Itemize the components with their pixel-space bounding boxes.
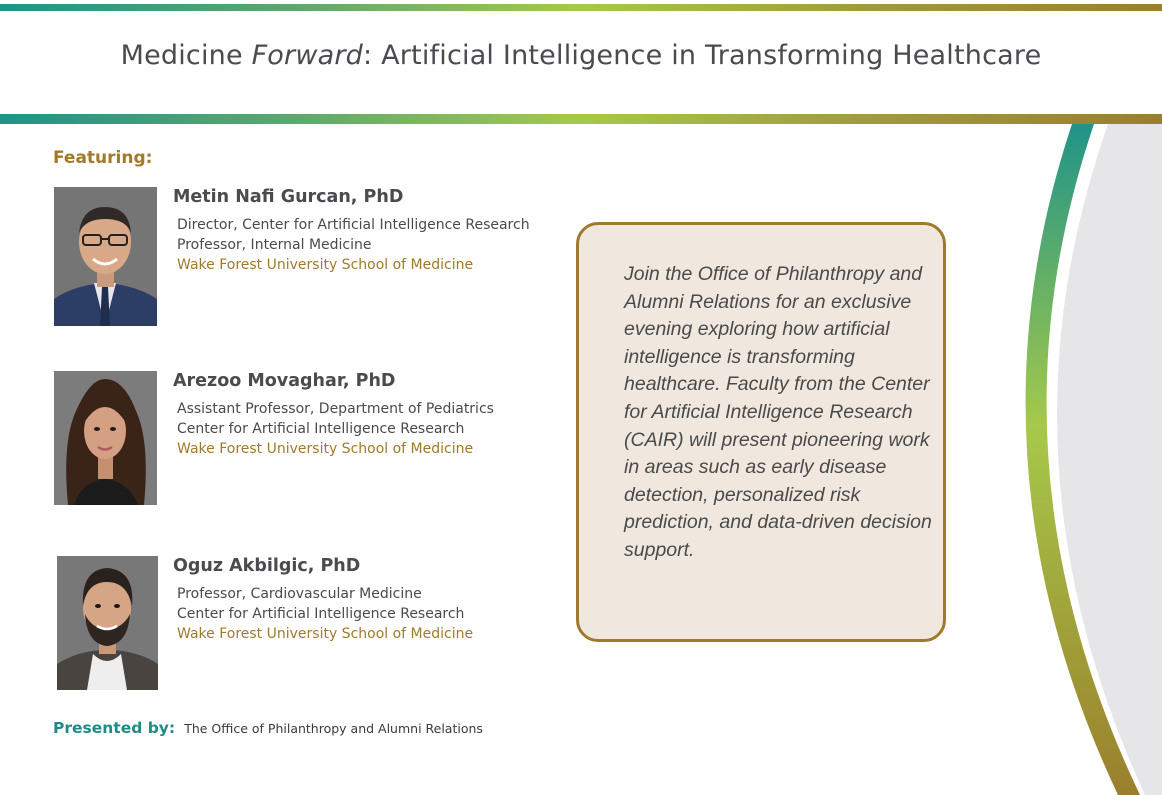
- speaker-name: Arezoo Movaghar, PhD: [173, 371, 396, 391]
- speaker-photo: [54, 187, 157, 326]
- event-description-text: Join the Office of Philanthropy and Alumni Relations for an exclusive evening exploring how artificial intelligence is transforming healthcare. Faculty from the Center for Artificial Intelligence Research (CAIR) will present pioneering work in areas such as early disease detection, personalized risk prediction, and data-driven decision support.: [624, 263, 932, 561]
- presented-by-label: Presented by:: [53, 719, 176, 737]
- speaker-institution: Wake Forest University School of Medicine: [177, 626, 474, 642]
- speaker-photo: [57, 556, 158, 690]
- speaker-title-line: Center for Artificial Intelligence Research: [177, 421, 465, 437]
- speaker-title-line: Director, Center for Artificial Intelligence Research: [177, 217, 530, 233]
- title-part-2: : Artificial Intelligence in Transforming Healthcare: [363, 40, 1042, 71]
- speaker-photo: [54, 371, 157, 505]
- speaker-title-line: Professor, Cardiovascular Medicine: [177, 586, 422, 602]
- speaker-name: Metin Nafi Gurcan, PhD: [173, 187, 404, 207]
- title-italic-word: Forward: [251, 40, 363, 71]
- speaker-title-line: Assistant Professor, Department of Pediatrics: [177, 401, 494, 417]
- speaker-institution: Wake Forest University School of Medicine: [177, 257, 474, 273]
- speaker-title-line: Center for Artificial Intelligence Research: [177, 606, 465, 622]
- presented-by: [53, 718, 483, 737]
- featuring-label: Featuring:: [53, 148, 153, 168]
- speaker-name: Oguz Akbilgic, PhD: [173, 556, 361, 576]
- speaker-title-line: Professor, Internal Medicine: [177, 237, 372, 253]
- speaker-institution: Wake Forest University School of Medicine: [177, 441, 474, 457]
- presented-by-value: The Office of Philanthropy and Alumni Relations: [184, 721, 483, 736]
- title-part-1: Medicine: [120, 40, 252, 71]
- event-description-box: [576, 222, 946, 642]
